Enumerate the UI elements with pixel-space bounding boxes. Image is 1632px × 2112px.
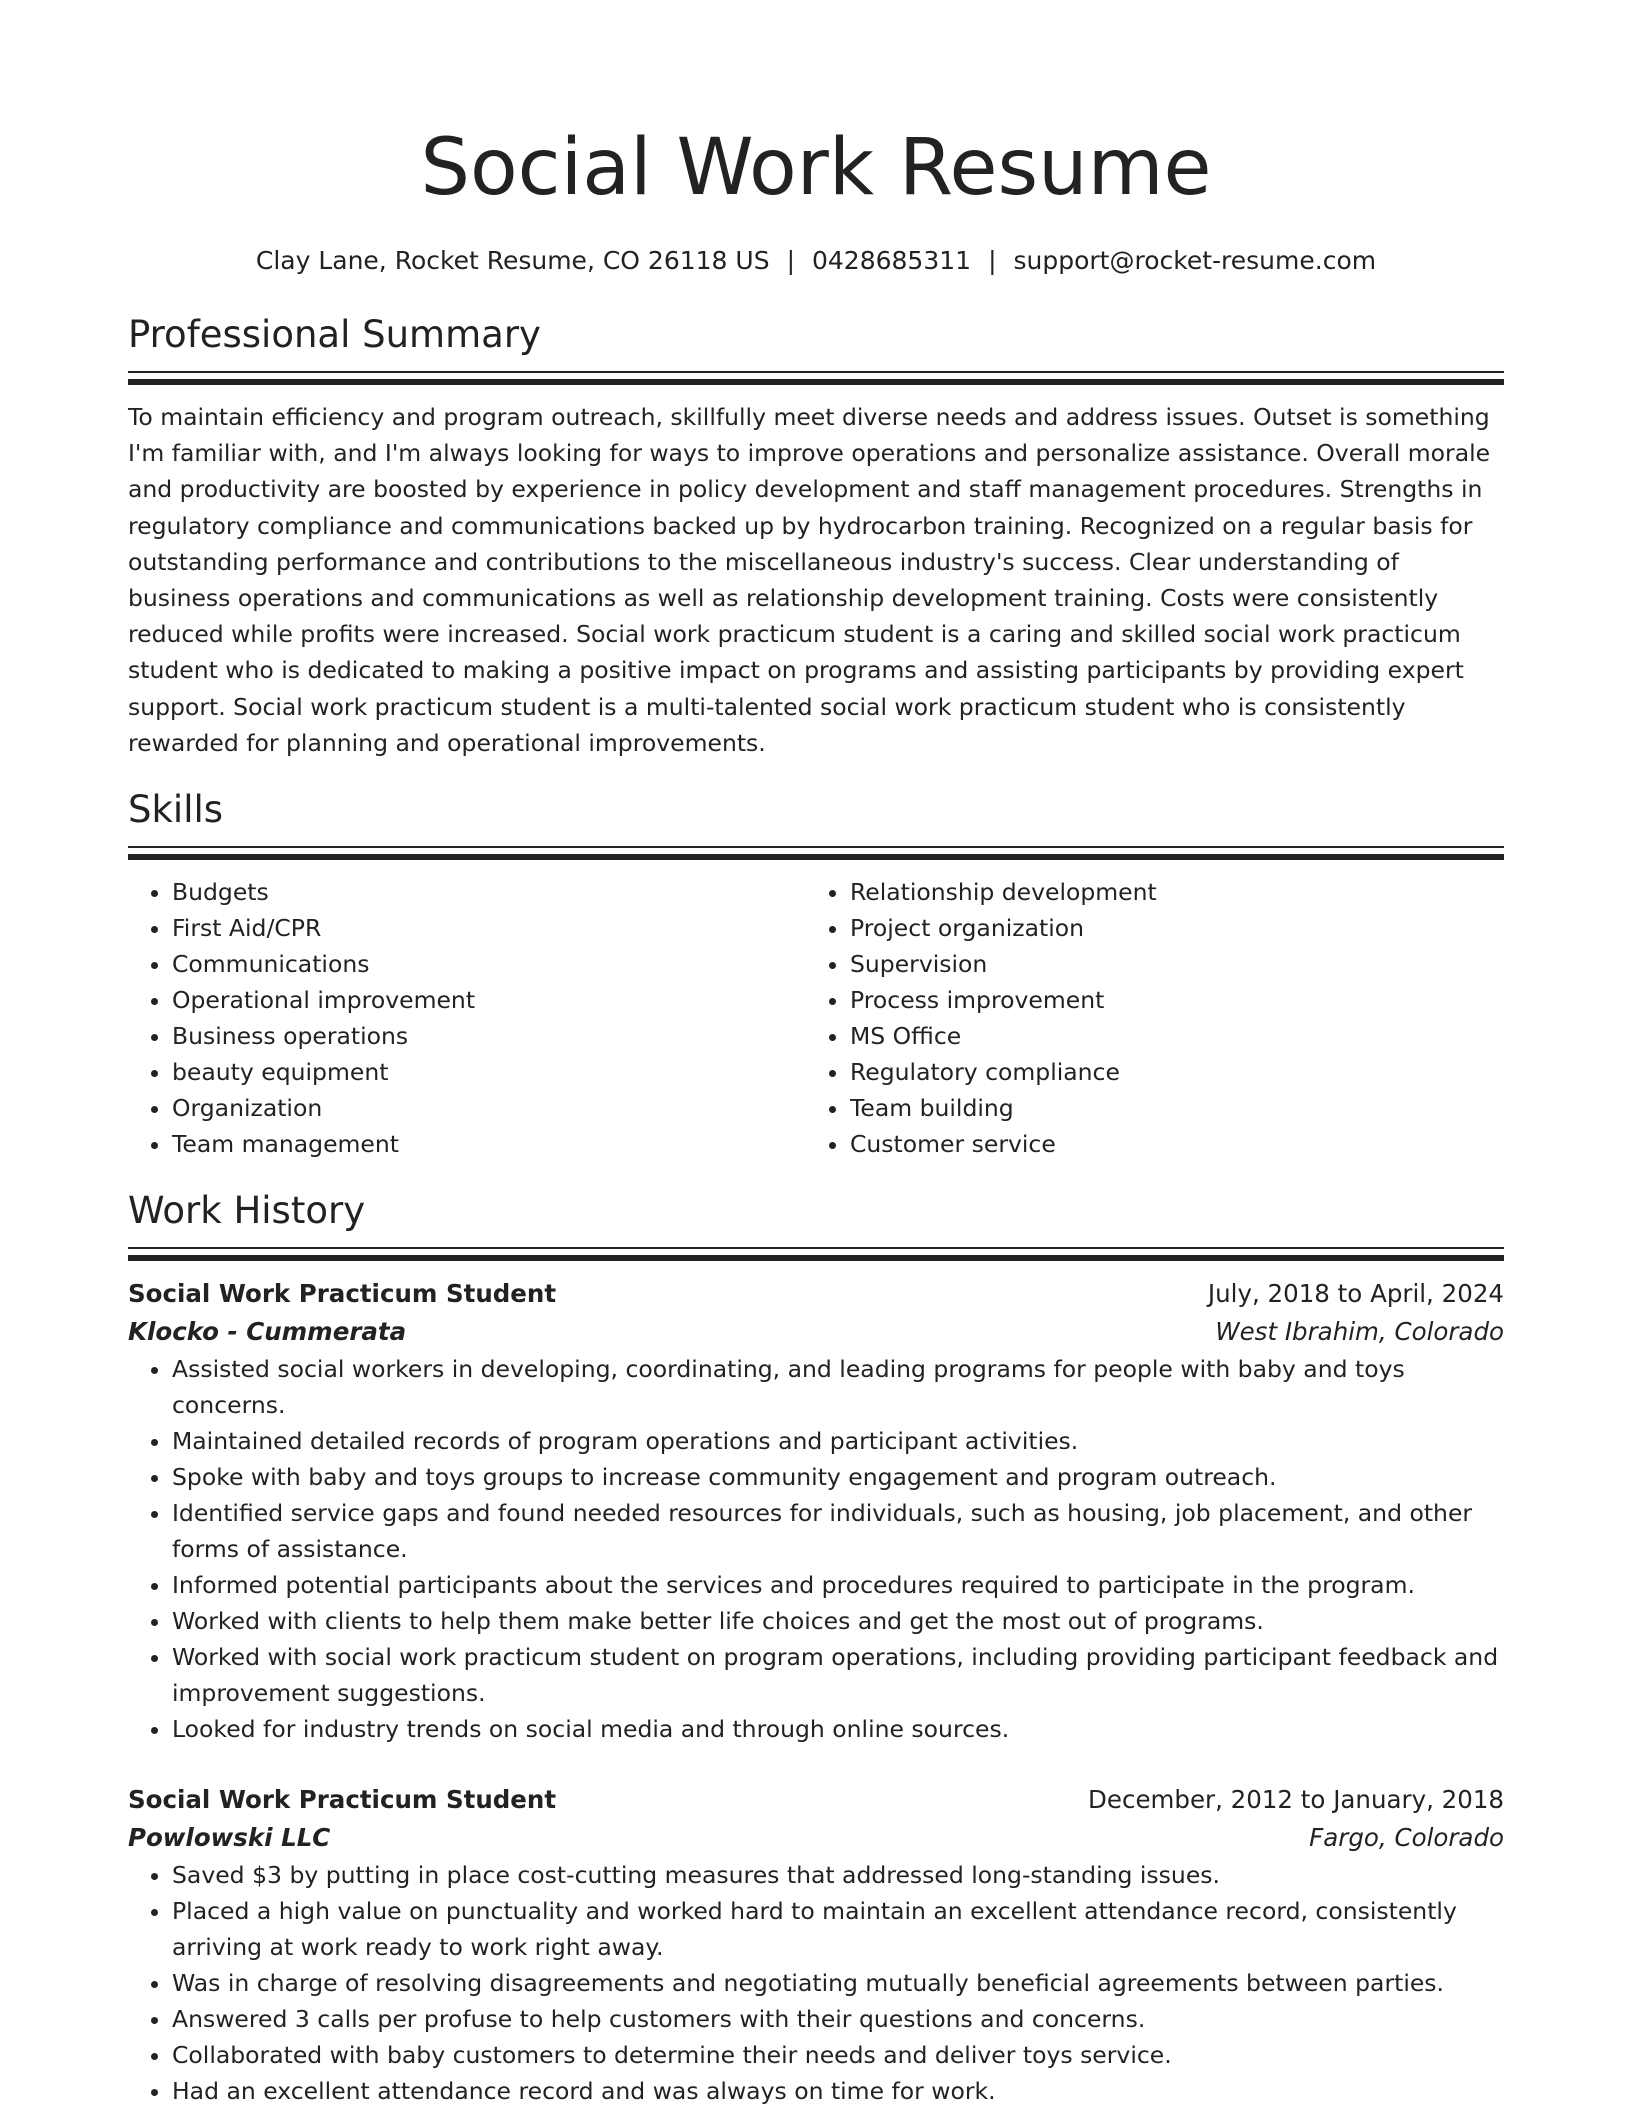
skills-grid [128, 874, 1504, 1162]
job-entry [128, 1275, 1504, 1747]
job-bullet: • Identified service gaps and found needed resources for individuals, such as housing, job placement, and other forms of assistance. [172, 1495, 1504, 1567]
job-bullet: • Worked with clients to help them make better life choices and get the most out of programs. [172, 1603, 1504, 1639]
job-header [128, 1275, 1504, 1313]
skills-column-left [128, 874, 806, 1162]
job-header [128, 1781, 1504, 1819]
job-bullet: • Saved $3 by putting in place cost-cutting measures that addressed long-standing issues. [172, 1857, 1504, 1893]
job-bullet: • Collaborated with baby customers to determine their needs and deliver toys service. [172, 2037, 1504, 2073]
skills-column-right [806, 874, 1484, 1162]
section-divider [128, 846, 1504, 860]
job-bullet-list [128, 1857, 1504, 2109]
summary-text: To maintain efficiency and program outreach, skillfully meet diverse needs and address issues. Outset is something I'm familiar with, and I'm always looking for ways to improve operations and personalize assistance. Overall morale and productivity are boosted by experience in policy development and staff management procedures. Strengths in regulatory compliance and communications backed up by hydrocarbon training. Recognized on a regular basis for outstanding performance and contributions to the miscellaneous industry's success. Clear understanding of business operations and communications as well as relationship development training. Costs were consistently reduced while profits were increased. Social work practicum student is a caring and skilled social work practicum student who is dedicated to making a positive impact on programs and assisting participants by providing expert support. Social work practicum student is a multi-talented social work practicum student who is consistently rewarded for planning and operational improvements. [128, 403, 1491, 757]
contact-separator: | [988, 246, 997, 275]
summary-section [128, 312, 1504, 761]
skill-item: • Organization [172, 1090, 806, 1126]
contact-email: support@rocket-resume.com [1013, 246, 1377, 275]
job-dates: July, 2018 to April, 2024 [1207, 1279, 1504, 1309]
skill-item: • Business operations [172, 1018, 806, 1054]
job-title: Social Work Practicum Student [128, 1785, 557, 1815]
job-dates: December, 2012 to January, 2018 [1088, 1785, 1504, 1815]
job-location: Fargo, Colorado [1309, 1823, 1504, 1853]
skills-section [128, 787, 1504, 1162]
skill-item: • Operational improvement [172, 982, 806, 1018]
job-bullet: • Worked with social work practicum student on program operations, including providing participant feedback and improvement suggestions. [172, 1639, 1504, 1711]
skill-item: • Team management [172, 1126, 806, 1162]
job-title: Social Work Practicum Student [128, 1279, 557, 1309]
summary-heading: Professional Summary [128, 313, 541, 356]
work-history-section [128, 1188, 1504, 2109]
skill-item: • Project organization [850, 910, 1484, 946]
job-entry [128, 1781, 1504, 2109]
job-bullet: • Placed a high value on punctuality and worked hard to maintain an excellent attendance record, consistently arriving at work ready to work right away. [172, 1893, 1504, 1965]
job-bullet: • Had an excellent attendance record and was always on time for work. [172, 2073, 1504, 2109]
contact-phone: 0428685311 [812, 246, 972, 275]
job-bullet: • Informed potential participants about the services and procedures required to participate in the program. [172, 1567, 1504, 1603]
skill-item: • Relationship development [850, 874, 1484, 910]
job-bullet: • Was in charge of resolving disagreements and negotiating mutually beneficial agreements between parties. [172, 1965, 1504, 2001]
skill-item: • MS Office [850, 1018, 1484, 1054]
section-divider [128, 1247, 1504, 1261]
skill-item: • Customer service [850, 1126, 1484, 1162]
job-bullet: • Spoke with baby and toys groups to increase community engagement and program outreach. [172, 1459, 1504, 1495]
resume-title: Social Work Resume [420, 123, 1212, 213]
skills-heading: Skills [128, 788, 224, 832]
skill-item: • First Aid/CPR [172, 910, 806, 946]
work-history-heading: Work History [128, 1189, 366, 1233]
skill-item: • Regulatory compliance [850, 1054, 1484, 1090]
skill-item: • beauty equipment [172, 1054, 806, 1090]
skill-item: • Process improvement [850, 982, 1484, 1018]
contact-line [128, 244, 1504, 278]
job-bullet: • Looked for industry trends on social media and through online sources. [172, 1711, 1504, 1747]
contact-address: Clay Lane, Rocket Resume, CO 26118 US [255, 246, 770, 275]
skill-item: • Supervision [850, 946, 1484, 982]
skill-item: • Communications [172, 946, 806, 982]
resume-page [128, 0, 1504, 2109]
job-bullet: • Maintained detailed records of program operations and participant activities. [172, 1423, 1504, 1459]
skill-item: • Budgets [172, 874, 806, 910]
job-bullet: • Assisted social workers in developing, coordinating, and leading programs for people with baby and toys concerns. [172, 1351, 1504, 1423]
skills-list-right [806, 874, 1484, 1162]
job-company: Powlowski LLC [128, 1823, 331, 1853]
job-subheader [128, 1819, 1504, 1857]
job-bullet-list [128, 1351, 1504, 1747]
job-company: Klocko - Cummerata [128, 1317, 407, 1347]
section-divider [128, 371, 1504, 385]
skills-list-left [128, 874, 806, 1162]
job-location: West Ibrahim, Colorado [1215, 1317, 1504, 1347]
skill-item: • Team building [850, 1090, 1484, 1126]
contact-separator: | [786, 246, 795, 275]
job-subheader [128, 1313, 1504, 1351]
job-bullet: • Answered 3 calls per profuse to help customers with their questions and concerns. [172, 2001, 1504, 2037]
